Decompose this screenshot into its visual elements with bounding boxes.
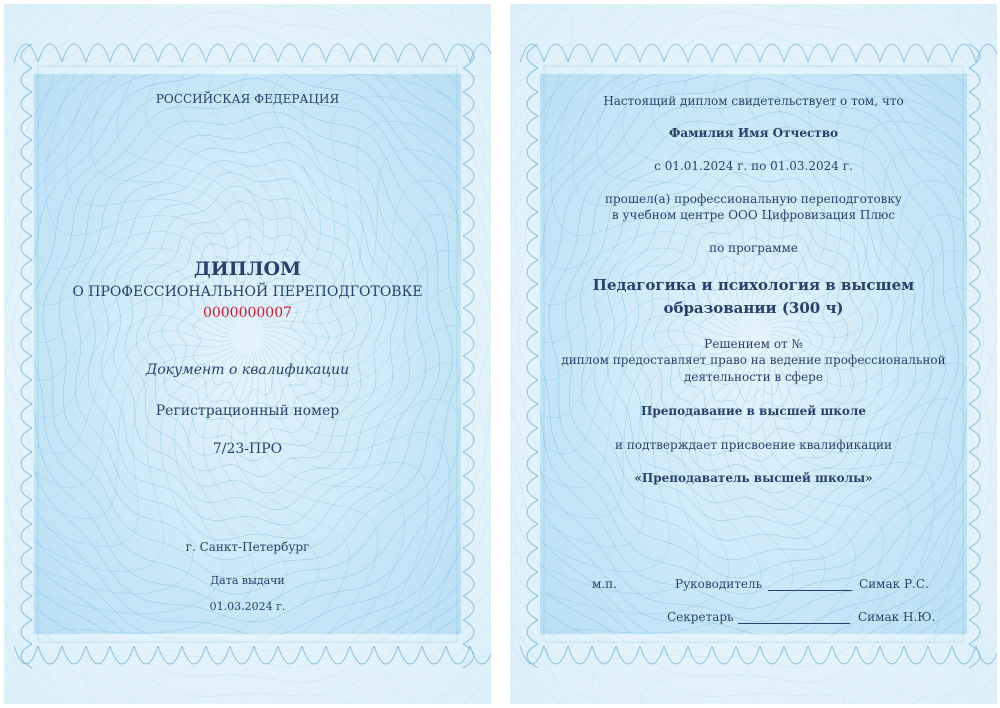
qualification-title: «Преподаватель высшей школы» — [634, 471, 873, 485]
director-label: Руководитель — [675, 577, 763, 591]
director-signature-line — [768, 590, 852, 591]
study-period: с 01.01.2024 г. по 01.03.2024 г. — [654, 159, 853, 173]
lace-border — [4, 4, 491, 704]
issue-date: 01.03.2024 г. — [209, 600, 286, 613]
document-type: Документ о квалификации — [145, 362, 350, 378]
registration-number: 7/23-ПРО — [212, 441, 283, 457]
decision-text: Решением от № — [704, 337, 803, 351]
program-title-line-1: Педагогика и психология в высшем — [592, 276, 915, 294]
activity-sphere: Преподавание в высшей школе — [641, 404, 866, 418]
rights-line-2: деятельности в сфере — [684, 370, 823, 384]
diploma-subtitle: О ПРОФЕССИОНАЛЬНОЙ ПЕРЕПОДГОТОВКЕ — [72, 284, 423, 300]
country-label: РОССИЙСКАЯ ФЕДЕРАЦИЯ — [155, 92, 340, 106]
director-name: Симак Р.С. — [859, 577, 929, 591]
training-line-1: прошел(а) профессиональную переподготовку — [605, 192, 902, 206]
issue-date-label: Дата выдачи — [210, 574, 285, 587]
registration-label: Регистрационный номер — [155, 403, 340, 419]
secretary-label: Секретарь — [667, 610, 734, 624]
secretary-signature-line — [738, 623, 850, 624]
city: г. Санкт-Петербург — [185, 540, 310, 554]
diploma-title: ДИПЛОМ — [193, 258, 302, 280]
program-label: по программе — [709, 241, 798, 255]
secretary-name: Симак Н.Ю. — [858, 610, 936, 624]
stamp-place-label: м.п. — [592, 577, 617, 591]
program-title-line-2: образовании (300 ч) — [663, 299, 844, 317]
rights-line-1: диплом предоставляет право на ведение профессиональной — [561, 353, 946, 367]
diploma-left-page — [4, 4, 491, 704]
serial-number: 0000000007 — [202, 305, 293, 321]
qualification-confirm-text: и подтверждает присвоение квалификации — [615, 438, 892, 452]
training-line-2: в учебном центре ООО Цифровизация Плюс — [611, 208, 896, 222]
intro-text: Настоящий диплом свидетельствует о том, что — [603, 94, 904, 108]
recipient-name: Фамилия Имя Отчество — [668, 126, 839, 140]
